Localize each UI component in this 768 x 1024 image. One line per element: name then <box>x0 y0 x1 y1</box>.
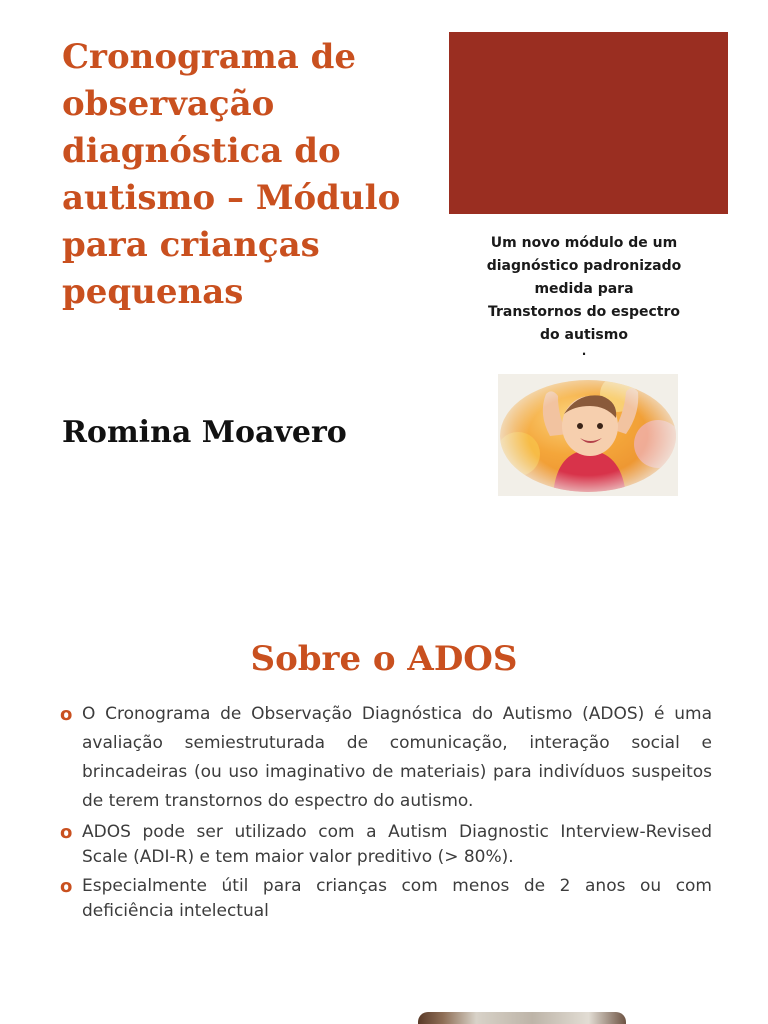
subtitle-line: do autismo <box>540 327 628 343</box>
bullet-icon: o <box>60 876 73 897</box>
list-item-text: O Cronograma de Observação Diagnóstica do Autismo (ADOS) é uma avaliação semiestruturada de comunicação, interação social e brincadeiras (ou uso imaginativo de materiais) para indivíduos suspeitos de terem transtornos do espectro do autismo. <box>82 704 712 811</box>
author-name: Romina Moavero <box>62 415 347 450</box>
subtitle-line: medida para <box>534 281 634 297</box>
list-item <box>60 874 712 924</box>
subtitle-trailing-mark: . <box>581 344 587 358</box>
list-item <box>60 700 712 816</box>
subtitle-block <box>466 232 702 359</box>
bullet-icon: o <box>60 704 73 725</box>
list-item <box>60 820 712 870</box>
subtitle-line: diagnóstico padronizado <box>486 258 682 274</box>
subtitle-line: Um novo módulo de um <box>490 235 678 251</box>
baby-photo <box>498 374 678 496</box>
list-item-text: ADOS pode ser utilizado com a Autism Diagnostic Interview-Revised Scale (ADI-R) e tem maior valor preditivo (> 80%). <box>82 822 712 867</box>
page-title: Cronograma de observação diagnóstica do autismo – Módulo para crianças pequenas <box>62 37 401 312</box>
bottom-photo-fragment <box>418 1012 626 1024</box>
bullet-list <box>60 700 712 924</box>
list-item-text: Especialmente útil para crianças com menos de 2 anos ou com deficiência intelectual <box>82 876 712 921</box>
subtitle-line: Transtornos do espectro <box>487 304 681 320</box>
bullet-icon: o <box>60 822 73 843</box>
cover-color-block <box>449 32 728 214</box>
baby-photo-illustration <box>498 374 678 496</box>
section-title: Sobre o ADOS <box>250 639 518 679</box>
